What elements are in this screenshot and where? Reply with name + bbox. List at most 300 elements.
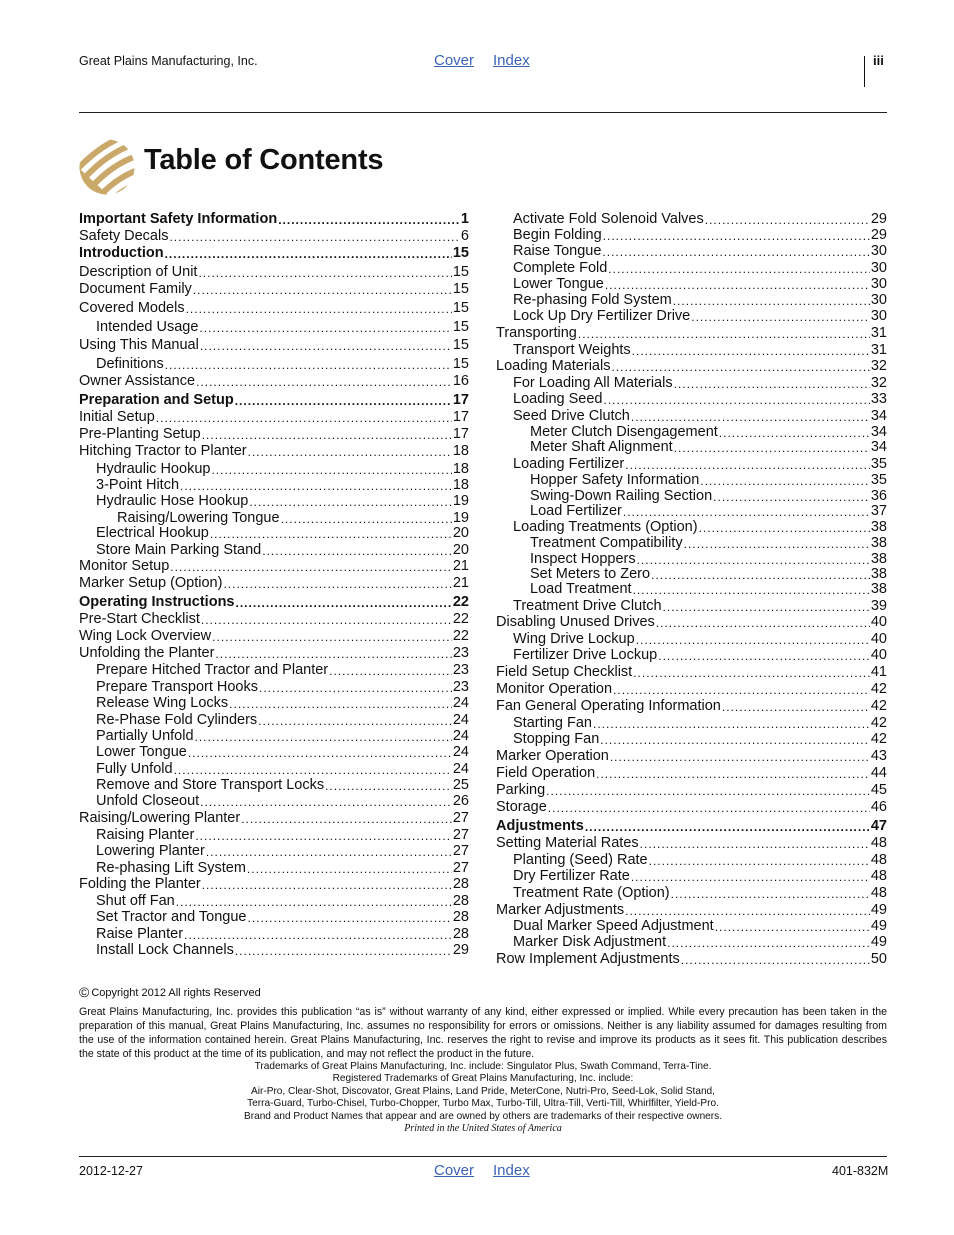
toc-entry[interactable] <box>79 793 469 810</box>
toc-entry[interactable] <box>496 598 887 615</box>
dot-leader <box>169 230 459 245</box>
dot-leader <box>193 283 452 298</box>
dot-leader <box>548 801 870 816</box>
toc-entry[interactable] <box>496 325 887 342</box>
dot-leader <box>667 936 870 951</box>
toc-entry-title: Monitor Setup <box>79 558 170 574</box>
toc-entry[interactable] <box>496 835 887 852</box>
dot-leader <box>674 377 870 392</box>
toc-entry[interactable] <box>79 662 469 679</box>
dot-leader <box>180 479 452 494</box>
dot-leader <box>215 647 451 662</box>
toc-entry-page: 40 <box>870 614 887 630</box>
toc-entry[interactable] <box>496 951 887 968</box>
toc-entry-title: Begin Folding <box>513 227 602 243</box>
dot-leader <box>236 596 452 611</box>
toc-entry-title: Marker Setup (Option) <box>79 575 223 591</box>
toc-entry-title: Fertilizer Drive Lockup <box>513 647 658 663</box>
page-title: Table of Contents <box>144 144 384 176</box>
toc-entry[interactable] <box>79 245 469 262</box>
dot-leader <box>235 944 452 959</box>
dot-leader <box>259 681 452 696</box>
dot-leader <box>258 714 452 729</box>
toc-entry-title: Field Operation <box>496 765 596 781</box>
dot-leader <box>715 920 870 935</box>
toc-entry[interactable] <box>79 909 469 926</box>
dot-leader <box>247 862 452 877</box>
toc-entry-title: Hitching Tractor to Planter <box>79 443 247 459</box>
toc-entry-page: 18 <box>452 443 469 459</box>
toc-entry-title: Loading Treatments (Option) <box>513 519 698 535</box>
toc-entry[interactable] <box>496 292 887 309</box>
dot-leader <box>188 746 452 761</box>
header-rule <box>79 112 887 113</box>
dot-leader <box>691 310 870 325</box>
toc-entry-page: 15 <box>452 356 469 372</box>
toc-entry[interactable] <box>79 373 469 390</box>
toc-entry[interactable] <box>496 243 887 260</box>
toc-entry-title: Dual Marker Speed Adjustment <box>513 918 714 934</box>
toc-entry-title: Hydraulic Hookup <box>96 461 211 477</box>
toc-entry-title: Stopping Fan <box>513 731 600 747</box>
toc-entry-page: 41 <box>870 664 887 680</box>
dot-leader <box>186 302 452 317</box>
dot-leader <box>198 266 451 281</box>
toc-entry[interactable] <box>496 765 887 782</box>
toc-entry-title: Treatment Drive Clutch <box>513 598 662 614</box>
toc-entry-page: 24 <box>452 695 469 711</box>
toc-entry-page: 49 <box>870 902 887 918</box>
toc-entry[interactable] <box>496 852 887 869</box>
toc-entry-page: 19 <box>452 493 469 509</box>
page-number: iii <box>873 53 884 68</box>
toc-entry[interactable] <box>79 426 469 443</box>
toc-entry[interactable] <box>79 337 469 354</box>
toc-entry-page: 29 <box>452 942 469 958</box>
toc-entry[interactable] <box>79 695 469 712</box>
toc-entry[interactable] <box>496 260 887 277</box>
toc-entry-title: Setting Material Rates <box>496 835 639 851</box>
toc-entry[interactable] <box>79 211 469 228</box>
dot-leader <box>212 630 452 645</box>
toc-entry[interactable] <box>79 300 469 317</box>
toc-entry-page: 27 <box>452 843 469 859</box>
dot-leader <box>681 953 870 968</box>
dot-leader <box>636 633 870 648</box>
toc-entry-title: Hydraulic Hose Hookup <box>96 493 249 509</box>
toc-entry[interactable] <box>496 799 887 816</box>
toc-entry-title: Adjustments <box>496 818 584 834</box>
dot-leader <box>262 544 452 559</box>
toc-entry-title: Re-phasing Lift System <box>96 860 246 876</box>
toc-entry-page: 20 <box>452 542 469 558</box>
trademark-line: Registered Trademarks of Great Plains Manufacturing, Inc. include: <box>332 1073 634 1085</box>
toc-entry[interactable] <box>79 281 469 298</box>
toc-entry-title: Electrical Hookup <box>96 525 209 541</box>
toc-entry[interactable] <box>79 712 469 729</box>
toc-entry-page: 19 <box>452 510 469 526</box>
toc-entry-page: 20 <box>452 525 469 541</box>
trademark-line: Trademarks of Great Plains Manufacturing, Inc. include: Singulator Plus, Swath Command, Terra-Tine. <box>254 1061 712 1072</box>
toc-entry-page: 42 <box>870 698 887 714</box>
toc-entry[interactable] <box>79 493 469 510</box>
disclaimer-text: Great Plains Manufacturing, Inc. provides this publication “as is” without warranty of any kind, either expressed or implied. While every precaution has been taken in the preparation of this manual, Great Plains Manufacturing, Inc. assumes no responsibility for errors or omissions. Neither is any liability assumed for damages resulting from the use of the information contained herein. Great Plains Manufacturing, Inc. reserves the right to revise and improve its products as it sees fit. This publication describes the state of this product at the time of its publication, and may not reflect the product in the future. <box>79 1006 887 1060</box>
toc-entry-title: Wing Drive Lockup <box>513 631 635 647</box>
toc-entry-title: Treatment Compatibility <box>530 535 683 551</box>
toc-entry[interactable] <box>496 391 887 408</box>
toc-entry[interactable] <box>79 876 469 893</box>
toc-entry-page: 21 <box>452 558 469 574</box>
toc-entry[interactable] <box>496 934 887 951</box>
toc-entry-title: Hopper Safety Information <box>530 472 700 488</box>
toc-entry[interactable] <box>79 893 469 910</box>
toc-entry-page: 17 <box>452 426 469 442</box>
dot-leader <box>156 411 452 426</box>
dot-leader <box>184 928 452 943</box>
toc-entry-page: 28 <box>452 909 469 925</box>
toc-entry-title: Inspect Hoppers <box>530 551 636 567</box>
toc-entry[interactable] <box>496 308 887 325</box>
dot-leader <box>247 911 451 926</box>
toc-entry[interactable] <box>79 575 469 592</box>
toc-entry[interactable] <box>79 594 469 611</box>
toc-entry[interactable] <box>496 227 887 244</box>
toc-entry-page: 32 <box>870 375 887 391</box>
toc-entry-page: 22 <box>452 594 469 610</box>
toc-entry-page: 50 <box>870 951 887 967</box>
toc-entry-page: 23 <box>452 645 469 661</box>
dot-leader <box>613 683 870 698</box>
toc-entry[interactable] <box>79 827 469 844</box>
toc-entry-title: Complete Fold <box>513 260 608 276</box>
toc-entry[interactable] <box>496 456 887 473</box>
toc-entry[interactable] <box>79 319 469 336</box>
toc-entry-page: 48 <box>870 885 887 901</box>
toc-entry-page: 17 <box>452 409 469 425</box>
dot-leader <box>631 410 870 425</box>
toc-entry-page: 34 <box>870 408 887 424</box>
toc-entry[interactable] <box>79 525 469 542</box>
trademark-line: Brand and Product Names that appear and are owned by others are trademarks of their respective owners. <box>243 1110 723 1122</box>
toc-entry-page: 30 <box>870 276 887 292</box>
index-link[interactable]: Index <box>493 52 530 69</box>
toc-entry-title: Field Setup Checklist <box>496 664 633 680</box>
toc-entry[interactable] <box>79 542 469 559</box>
dot-leader <box>278 213 460 228</box>
toc-entry-title: Loading Seed <box>513 391 603 407</box>
toc-entry-page: 42 <box>870 715 887 731</box>
toc-entry-page: 46 <box>870 799 887 815</box>
dot-leader <box>546 784 870 799</box>
dot-leader <box>165 358 452 373</box>
toc-entry-title: Lower Tongue <box>96 744 187 760</box>
toc-entry[interactable] <box>79 728 469 745</box>
toc-entry[interactable] <box>496 439 887 456</box>
dot-leader <box>249 495 452 510</box>
cover-link-footer[interactable]: Cover <box>434 1162 475 1179</box>
toc-entry[interactable] <box>496 358 887 375</box>
toc-entry[interactable] <box>79 628 469 645</box>
toc-entry-title: Intended Usage <box>96 319 199 335</box>
dot-leader <box>229 697 452 712</box>
toc-entry-title: Fan General Operating Information <box>496 698 721 714</box>
toc-entry[interactable] <box>79 926 469 943</box>
company-name: Great Plains Manufacturing, Inc. <box>79 54 258 68</box>
great-plains-logo-icon <box>79 138 135 196</box>
dot-leader <box>632 344 870 359</box>
cover-link[interactable]: Cover <box>434 52 475 69</box>
toc-entry-title: Introduction <box>79 245 164 261</box>
toc-entry-page: 6 <box>460 228 469 244</box>
toc-entry-title: Meter Clutch Disengagement <box>530 424 718 440</box>
toc-entry-page: 24 <box>452 744 469 760</box>
toc-entry-page: 25 <box>452 777 469 793</box>
dot-leader <box>170 560 452 575</box>
toc-entry-title: Preparation and Setup <box>79 392 234 408</box>
toc-entry-title: Owner Assistance <box>79 373 196 389</box>
dot-leader <box>600 733 870 748</box>
toc-entry-title: Re-phasing Fold System <box>513 292 672 308</box>
toc-entry-title: Load Fertilizer <box>530 503 622 519</box>
toc-entry-page: 28 <box>452 876 469 892</box>
dot-leader <box>705 213 870 228</box>
dot-leader <box>201 613 452 628</box>
toc-entry[interactable] <box>496 868 887 885</box>
toc-entry[interactable] <box>496 918 887 935</box>
dot-leader <box>593 717 870 732</box>
toc-entry-page: 31 <box>870 342 887 358</box>
dot-leader <box>673 294 870 309</box>
toc-entry[interactable] <box>496 681 887 698</box>
toc-entry[interactable] <box>496 535 887 552</box>
toc-entry-page: 30 <box>870 260 887 276</box>
toc-entry[interactable] <box>496 519 887 536</box>
toc-entry[interactable] <box>79 810 469 827</box>
toc-entry[interactable] <box>496 276 887 293</box>
dot-leader <box>202 428 452 443</box>
toc-entry-page: 23 <box>452 662 469 678</box>
toc-entry[interactable] <box>79 356 469 373</box>
toc-entry-title: Raising/Lowering Tongue <box>117 510 280 526</box>
toc-entry-page: 26 <box>452 793 469 809</box>
toc-entry-title: Meter Shaft Alignment <box>530 439 673 455</box>
toc-entry-title: Pre-Start Checklist <box>79 611 200 627</box>
dot-leader <box>235 394 452 409</box>
toc-entry-page: 34 <box>870 424 887 440</box>
dot-leader <box>671 887 870 902</box>
dot-leader <box>625 904 870 919</box>
index-link-footer[interactable]: Index <box>493 1162 530 1179</box>
toc-entry-page: 38 <box>870 535 887 551</box>
toc-entry-page: 30 <box>870 243 887 259</box>
toc-entry[interactable] <box>79 228 469 245</box>
toc-entry[interactable] <box>79 761 469 778</box>
toc-entry[interactable] <box>79 409 469 426</box>
toc-entry[interactable] <box>496 647 887 664</box>
toc-entry[interactable] <box>496 614 887 631</box>
toc-entry-title: Shut off Fan <box>96 893 175 909</box>
toc-entry-page: 38 <box>870 566 887 582</box>
toc-entry[interactable] <box>496 472 887 489</box>
toc-entry-title: Activate Fold Solenoid Valves <box>513 211 704 227</box>
toc-entry[interactable] <box>79 264 469 281</box>
toc-entry-title: Lock Up Dry Fertilizer Drive <box>513 308 691 324</box>
toc-entry-title: Transporting <box>496 325 577 341</box>
toc-entry[interactable] <box>79 611 469 628</box>
toc-entry[interactable] <box>79 392 469 409</box>
toc-entry-page: 15 <box>452 300 469 316</box>
toc-entry[interactable] <box>79 477 469 494</box>
dot-leader <box>674 441 870 456</box>
publication-date: 2012-12-27 <box>79 1164 143 1178</box>
toc-entry-title: Safety Decals <box>79 228 169 244</box>
toc-entry-title: Set Tractor and Tongue <box>96 909 247 925</box>
toc-entry[interactable] <box>496 748 887 765</box>
toc-entry-page: 17 <box>452 392 469 408</box>
toc-entry-title: Covered Models <box>79 300 185 316</box>
toc-entry[interactable] <box>496 715 887 732</box>
dot-leader <box>640 837 870 852</box>
dot-leader <box>200 339 452 354</box>
toc-entry[interactable] <box>496 885 887 902</box>
toc-entry-title: Lowering Planter <box>96 843 205 859</box>
dot-leader <box>241 812 452 827</box>
toc-entry[interactable] <box>496 631 887 648</box>
toc-entry[interactable] <box>496 581 887 598</box>
dot-leader <box>195 730 452 745</box>
toc-entry-title: Transport Weights <box>513 342 631 358</box>
toc-entry-page: 42 <box>870 681 887 697</box>
toc-entry-title: Unfolding the Planter <box>79 645 215 661</box>
dot-leader <box>700 474 870 489</box>
dot-leader <box>603 229 870 244</box>
toc-entry[interactable] <box>496 408 887 425</box>
toc-entry-page: 40 <box>870 631 887 647</box>
toc-entry-title: Load Treatment <box>530 581 632 597</box>
toc-entry-page: 48 <box>870 835 887 851</box>
toc-entry-page: 15 <box>452 319 469 335</box>
dot-leader <box>195 829 452 844</box>
toc-entry-title: Document Family <box>79 281 192 297</box>
dot-leader <box>202 878 452 893</box>
toc-entry-page: 45 <box>870 782 887 798</box>
toc-entry-title: Raising/Lowering Planter <box>79 810 241 826</box>
toc-entry-title: Set Meters to Zero <box>530 566 651 582</box>
toc-entry-title: Raise Planter <box>96 926 184 942</box>
toc-entry[interactable] <box>79 645 469 662</box>
dot-leader <box>176 895 452 910</box>
toc-entry-title: Partially Unfold <box>96 728 194 744</box>
toc-entry[interactable] <box>79 679 469 696</box>
toc-entry-page: 15 <box>452 245 469 261</box>
dot-leader <box>211 463 451 478</box>
toc-entry-page: 24 <box>452 761 469 777</box>
toc-entry-page: 37 <box>870 503 887 519</box>
toc-entry-page: 38 <box>870 519 887 535</box>
toc-entry[interactable] <box>496 664 887 681</box>
toc-entry[interactable] <box>496 211 887 228</box>
toc-entry-title: Planting (Seed) Rate <box>513 852 648 868</box>
toc-entry-page: 30 <box>870 308 887 324</box>
toc-entry-title: Loading Fertilizer <box>513 456 625 472</box>
toc-entry-title: Parking <box>496 782 546 798</box>
dot-leader <box>663 600 870 615</box>
toc-entry-page: 24 <box>452 712 469 728</box>
toc-entry[interactable] <box>496 698 887 715</box>
toc-entry-page: 33 <box>870 391 887 407</box>
toc-entry[interactable] <box>79 744 469 761</box>
toc-entry[interactable] <box>79 942 469 959</box>
toc-entry-page: 47 <box>870 818 887 834</box>
dot-leader <box>633 666 870 681</box>
toc-entry-page: 39 <box>870 598 887 614</box>
toc-entry-title: Marker Disk Adjustment <box>513 934 667 950</box>
toc-entry-title: Folding the Planter <box>79 876 201 892</box>
dot-leader <box>625 458 870 473</box>
toc-entry-title: Raise Tongue <box>513 243 602 259</box>
toc-entry-page: 21 <box>452 575 469 591</box>
toc-entry[interactable] <box>496 375 887 392</box>
toc-entry-page: 22 <box>452 611 469 627</box>
toc-entry-title: Pre-Planting Setup <box>79 426 201 442</box>
toc-entry[interactable] <box>496 902 887 919</box>
dot-leader <box>656 616 870 631</box>
toc-entry[interactable] <box>79 860 469 877</box>
toc-entry[interactable] <box>496 503 887 520</box>
toc-entry-page: 48 <box>870 852 887 868</box>
toc-entry-page: 40 <box>870 647 887 663</box>
trademark-line: Terra-Guard, Turbo-Chisel, Turbo-Chopper, Turbo Max, Turbo-Till, Ultra-Till, Verti-Till, Whirlfilter, Yield-Pro. <box>247 1098 719 1110</box>
toc-entry[interactable] <box>79 843 469 860</box>
toc-entry-title: Monitor Operation <box>496 681 613 697</box>
dot-leader <box>605 278 870 293</box>
copyright-line <box>79 984 261 1000</box>
toc-entry-page: 31 <box>870 325 887 341</box>
dot-leader <box>611 360 869 375</box>
toc-entry-title: Prepare Transport Hooks <box>96 679 258 695</box>
dot-leader <box>699 521 870 536</box>
toc-entry-title: Using This Manual <box>79 337 199 353</box>
toc-entry-page: 28 <box>452 893 469 909</box>
dot-leader <box>174 763 452 778</box>
toc-entry[interactable] <box>496 818 887 835</box>
toc-entry-title: Wing Lock Overview <box>79 628 212 644</box>
toc-entry-title: Remove and Store Transport Locks <box>96 777 325 793</box>
dot-leader <box>165 247 452 262</box>
toc-entry-title: Re-Phase Fold Cylinders <box>96 712 258 728</box>
toc-entry-title: For Loading All Materials <box>513 375 673 391</box>
toc-entry-title: Description of Unit <box>79 264 198 280</box>
dot-leader <box>325 779 452 794</box>
toc-entry[interactable] <box>496 342 887 359</box>
toc-entry[interactable] <box>496 782 887 799</box>
toc-entry-page: 15 <box>452 337 469 353</box>
toc-entry[interactable] <box>79 558 469 575</box>
toc-entry[interactable] <box>496 731 887 748</box>
toc-entry-page: 18 <box>452 461 469 477</box>
toc-entry[interactable] <box>79 443 469 460</box>
dot-leader <box>248 445 452 460</box>
dot-leader <box>623 505 870 520</box>
toc-entry-title: Marker Operation <box>496 748 609 764</box>
toc-entry-title: Seed Drive Clutch <box>513 408 630 424</box>
toc-entry-title: Disabling Unused Drives <box>496 614 655 630</box>
toc-entry[interactable] <box>79 777 469 794</box>
dot-leader <box>604 393 870 408</box>
toc-entry-page: 16 <box>452 373 469 389</box>
footer-rule <box>79 1156 887 1157</box>
toc-entry[interactable] <box>79 461 469 478</box>
